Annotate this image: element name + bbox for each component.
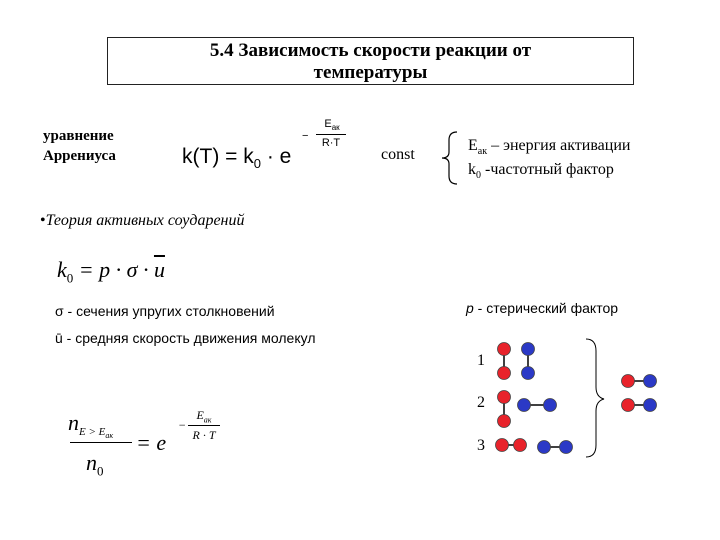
fraction-exp-sign: − — [178, 418, 187, 432]
fraction-exp-num-base: E — [196, 408, 204, 422]
title-box — [107, 37, 634, 85]
theory-heading — [40, 212, 244, 230]
blue-atom — [560, 441, 573, 454]
fraction-den: n — [86, 450, 97, 475]
def2-sub: 0 — [476, 170, 481, 182]
arrhenius-exp-num — [318, 118, 346, 132]
bracket-icon — [586, 339, 604, 457]
blue-atom — [522, 367, 535, 380]
fraction-exp-num-sub: ак — [203, 415, 212, 425]
def2-base: k — [468, 161, 476, 178]
k0-lhs: k — [57, 257, 67, 282]
red-atom — [622, 375, 635, 388]
k0-lhs-sub: 0 — [66, 270, 74, 286]
title-line2: температуры — [313, 62, 428, 83]
red-atom — [514, 439, 527, 452]
arrhenius-label — [43, 126, 116, 166]
steric-text: - стерический фактор — [473, 300, 619, 316]
fraction-exp-den: R · T — [192, 428, 216, 442]
def1-base: E — [468, 137, 478, 154]
arrhenius-exp-bar — [316, 134, 346, 135]
arrhenius-label-line1: уравнение — [43, 128, 114, 144]
fraction-num-sub2: ак — [105, 431, 114, 441]
fraction-denominator — [86, 450, 104, 479]
const-label: const — [381, 146, 415, 163]
k0-formula — [57, 257, 165, 286]
red-atom — [498, 391, 511, 404]
blue-atom — [644, 375, 657, 388]
arrhenius-formula-e: · e — [260, 145, 292, 168]
k0-u: $\overline{u}$ — [153, 257, 165, 282]
molecule-diagram — [490, 335, 680, 465]
fraction-num-sub: E > E — [79, 426, 106, 439]
arrhenius-formula-main: k(T) = k — [182, 145, 254, 168]
steric-p: p — [466, 300, 474, 316]
def2-text: -частотный фактор — [481, 161, 614, 178]
theory-bullet: • — [40, 212, 46, 229]
title-line1: 5.4 Зависимость скорости реакции от — [209, 40, 532, 61]
red-atom — [622, 399, 635, 412]
arrhenius-exp-sign: − — [302, 130, 309, 142]
def1-sub: ак — [477, 146, 488, 158]
fraction-exp-num — [188, 408, 220, 424]
red-atom — [496, 439, 509, 452]
blue-atom — [538, 441, 551, 454]
steric-label — [466, 300, 618, 316]
def-u: ū - средняя скорость движения молекул — [55, 330, 316, 346]
arrhenius-exp-num-sub: ак — [331, 123, 340, 133]
fraction-exp-bar — [188, 425, 220, 426]
fraction-bar — [70, 442, 132, 443]
steric-label-1: 1 — [477, 352, 485, 369]
red-atom — [498, 415, 511, 428]
blue-atom — [518, 399, 531, 412]
theory-heading-text: Теория активных соударений — [45, 212, 245, 229]
blue-atom — [644, 399, 657, 412]
fraction-num-sub-wrap — [79, 426, 114, 441]
blue-atom — [522, 343, 535, 356]
def-frequency-factor — [468, 161, 614, 181]
arrhenius-label-line2: Аррениуса — [43, 148, 116, 164]
def1-text: – энергия активации — [487, 137, 631, 154]
blue-atom — [544, 399, 557, 412]
steric-label-2: 2 — [477, 394, 485, 411]
fraction-num: n — [68, 410, 79, 435]
steric-label-3: 3 — [477, 437, 485, 454]
def-sigma: σ - сечения упругих столкновений — [55, 303, 275, 319]
def-activation-energy — [468, 137, 630, 157]
fraction-eq: = e — [136, 430, 167, 455]
arrhenius-exp-den: R·T — [321, 137, 341, 149]
arrhenius-formula-sub: 0 — [253, 156, 261, 172]
fraction-den-sub: 0 — [97, 463, 104, 479]
red-atom — [498, 367, 511, 380]
fraction-numerator — [68, 410, 113, 441]
red-atom — [498, 343, 511, 356]
k0-rhs: = p · σ · — [73, 257, 154, 282]
arrhenius-exp-num-base: E — [324, 118, 332, 130]
arrhenius-formula — [182, 145, 291, 171]
curly-brace-icon — [437, 128, 467, 188]
